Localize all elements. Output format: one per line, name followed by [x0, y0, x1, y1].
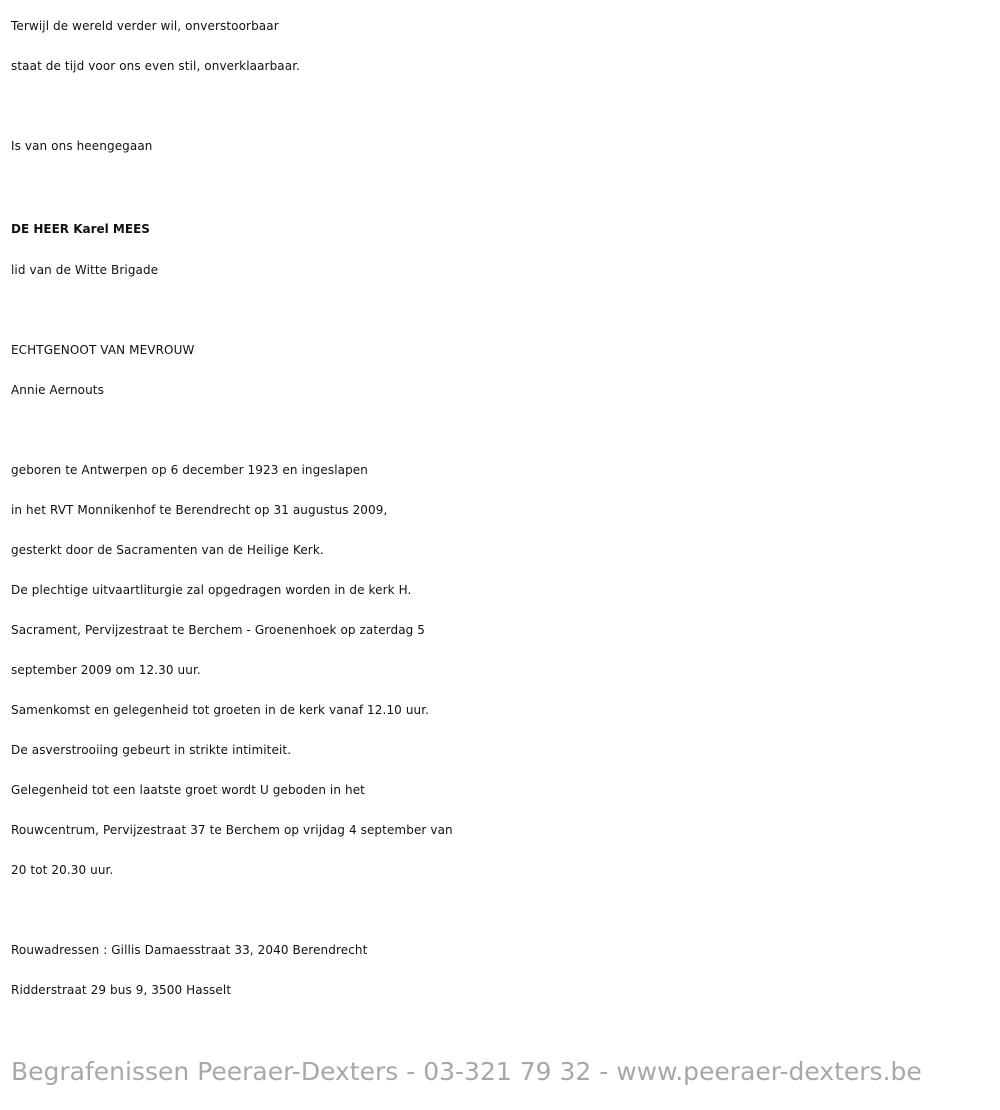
details-line-9: Gelegenheid tot een laatste groet wordt U geboden in het	[11, 783, 365, 797]
poem-line-1: Terwijl de wereld verder wil, onverstoorbaar	[11, 19, 279, 33]
intro-text: Is van ons heengegaan	[11, 139, 153, 153]
details-line-4: De plechtige uitvaartliturgie zal opgedragen worden in de kerk H.	[11, 583, 412, 597]
details-line-2: in het RVT Monnikenhof te Berendrecht op 31 augustus 2009,	[11, 503, 388, 517]
deceased-membership: lid van de Witte Brigade	[11, 263, 159, 277]
spacer	[11, 290, 993, 330]
details-line-3: gesterkt door de Sacramenten van de Heilige Kerk.	[11, 543, 324, 557]
spouse-name: Annie Aernouts	[11, 383, 104, 397]
details-line-1: geboren te Antwerpen op 6 december 1923 en ingeslapen	[11, 463, 368, 477]
details-line-5: Sacrament, Pervijzestraat te Berchem - Groenenhoek op zaterdag 5	[11, 623, 426, 637]
details-line-6: september 2009 om 12.30 uur.	[11, 663, 201, 677]
obituary-notice	[11, 6, 993, 1010]
details-line-10: Rouwcentrum, Pervijzestraat 37 te Berchem op vrijdag 4 september van	[11, 823, 453, 837]
spouse-label: ECHTGENOOT VAN MEVROUW	[11, 343, 195, 357]
spacer	[11, 86, 993, 126]
spacer	[11, 890, 993, 930]
deceased-name: DE HEER Karel MEES	[11, 222, 150, 236]
poem-line-2: staat de tijd voor ons even stil, onverklaarbaar.	[11, 59, 301, 73]
address-line-1: Rouwadressen : Gillis Damaesstraat 33, 2040 Berendrecht	[11, 943, 368, 957]
details-line-11: 20 tot 20.30 uur.	[11, 863, 114, 877]
address-line-2: Ridderstraat 29 bus 9, 3500 Hasselt	[11, 983, 232, 997]
spacer	[11, 166, 993, 206]
details-line-7: Samenkomst en gelegenheid tot groeten in de kerk vanaf 12.10 uur.	[11, 703, 430, 717]
spacer	[11, 410, 993, 450]
details-line-8: De asverstrooiing gebeurt in strikte intimiteit.	[11, 743, 292, 757]
funeral-home-footer: Begrafenissen Peeraer-Dexters - 03-321 79 32 - www.peeraer-dexters.be	[11, 1057, 922, 1086]
